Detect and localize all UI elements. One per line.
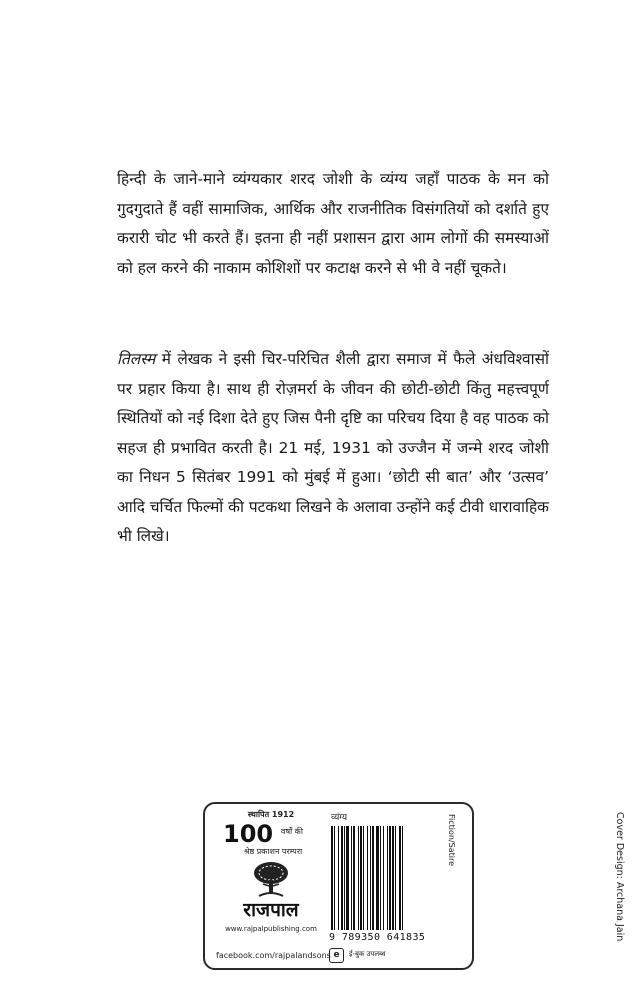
barcode-bar [376,826,379,930]
barcode-bar [370,826,371,930]
barcode [329,826,441,930]
barcode-area [329,810,441,968]
genre-label: व्यंग्य [331,813,348,823]
barcode-bar [387,826,388,930]
barcode-bar [351,826,352,930]
barcode-bar [334,826,335,930]
book-title: तिलस्म [117,350,156,368]
publisher-info-panel [203,802,474,970]
cover-design-credit: Cover Design: Archana Jain [614,812,625,942]
barcode-bar [380,826,381,930]
hundred-number: 100 [223,820,274,848]
barcode-bar [363,826,364,930]
facebook-link[interactable]: facebook.com/rajpalandsons [216,951,331,960]
years-label: वर्षों की [281,827,303,836]
publisher-logo [213,810,329,942]
barcode-bar [395,826,396,930]
barcode-bar [372,826,374,930]
blurb-paragraph-1: हिन्दी के जाने-माने व्यंग्यकार शरद जोशी के व्यंग्य जहाँ पाठक के मन को गुदगुदाते हैं वहीं सामाजिक, आर्थिक और राजनीतिक विसंगतियों को दर्शाते हुए करारी चोट भी करते हैं। इतना ही नहीं प्रशासन द्वारा आम लोगों की समस्याओं को हल करने की नाकाम कोशिशों पर कटाक्ष करने से भी वे नहीं चूकते। [117,170,549,277]
barcode-bar [399,826,401,930]
established-text: स्थापित 1912 [247,810,295,819]
publisher-website[interactable]: www.rajpalpublishing.com [225,925,317,933]
barcode-bar [346,826,349,930]
ebook-availability [329,948,441,964]
category-label [441,814,465,964]
blurb-paragraph-2 [117,345,549,552]
barcode-bar [367,826,368,930]
category-text: Fiction/Satire [447,814,456,867]
ebook-icon: e [329,948,344,963]
barcode-bar [392,826,394,930]
barcode-bar [402,826,403,930]
tradition-text: श्रेष्ठ प्रकाशन परम्परा [243,847,303,856]
barcode-bar [331,826,333,930]
barcode-bar [338,826,339,930]
barcode-bar [341,826,343,930]
isbn-number: 9 789350 641835 [329,932,426,943]
publisher-brand: राजपाल [243,899,299,921]
tree-icon [251,860,291,898]
hundred-years [217,821,327,847]
barcode-bar [353,826,355,930]
barcode-bar [383,826,384,930]
barcode-bar [360,826,362,930]
ebook-text: ई-बुक उपलब्ध [349,950,386,958]
barcode-bar [344,826,345,930]
barcode-bar [389,826,391,930]
barcode-bar [358,826,359,930]
blurb-paragraph-2-text: में लेखक ने इसी चिर-परिचित शैली द्वारा समाज में फैले अंधविश्वासों पर प्रहार किया है। साथ ही रोज़मर्रा के जीवन की छोटी-छोटी किंतु महत्त्वपूर्ण स्थितियों को नई दिशा देते हुए जिस पैनी दृष्टि का परिचय दिया है वह पाठक को सहज ही प्रभावित करती है। 21 मई, 1931 को उज्जैन में जन्मे शरद जोशी का निधन 5 सितंबर 1991 को मुंबई में हुआ। ‘छोटी सी बात’ और ‘उत्सव’ आदि चर्चित फिल्मों की पटकथा लिखने के अलावा उन्होंने कई टीवी धारावाहिक भी लिखे। [117,350,549,545]
